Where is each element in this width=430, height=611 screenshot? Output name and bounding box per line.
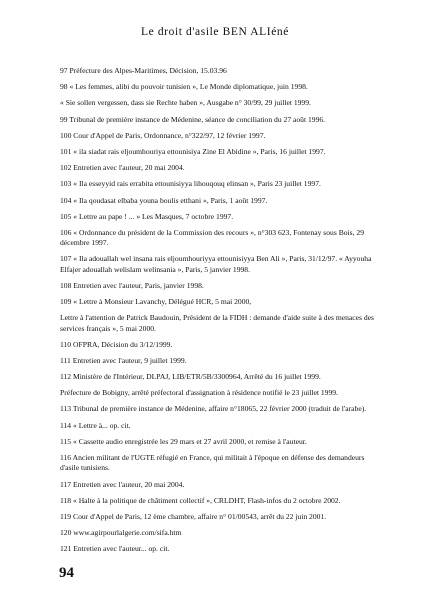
footnote: 114 « Lettre à... op. cit. <box>60 420 131 430</box>
footnote: 100 Cour d'Appel de Paris, Ordonnance, n°322/97, 12 février 1997. <box>60 130 266 140</box>
footnote: 98 « Les femmes, alibi du pouvoir tunisien », Le Monde diplomatique, juin 1998. <box>60 82 308 92</box>
footnote: 105 « Lettre au pape ! ... » Les Masques, 7 octobre 1997. <box>60 211 234 221</box>
footnote: 97 Préfecture des Alpes-Maritimes, Décision, 15.03.96 <box>60 66 227 75</box>
footnote: 106 « Ordonnance du président de la Commission des recours », n°303 623, Fontenay sous Bois, 29 décembre 1997. <box>60 227 365 248</box>
footnote: 101 « ila siadat rais eljoumhouriya ettounisiya Zine El Abidine », Paris, 16 juillet 1997. <box>60 146 326 156</box>
footnote: 103 « Ila esseyyid rais errabita ettounisiyya lihouqouq elinsan », Paris 23 juillet 1997. <box>60 179 321 189</box>
footnote: 102 Entretien avec l'auteur, 20 mai 2004. <box>60 163 185 173</box>
footnote: 117 Entretien avec l'auteur, 20 mai 2004. <box>60 479 185 489</box>
footnote: 108 Entretien avec l'auteur, Paris, janvier 1998. <box>60 280 204 290</box>
footnote: 119 Cour d'Appel de Paris, 12 ème chambre, affaire n° 01/00543, arrêt du 22 juin 2001. <box>60 511 327 521</box>
footnote: 121 Entretien avec l'auteur... op. cit. <box>60 544 170 554</box>
page-number: 94 <box>59 565 74 581</box>
footnote: 109 « Lettre à Monsieur Lavanchy, Délégué HCR, 5 mai 2000, <box>60 297 252 307</box>
running-header: Le droit d'asile BEN ALIéné <box>141 26 289 38</box>
footnote: 116 Ancien militant de l'UGTE réfugié en France, qui militait à l'époque en défense des demandeurs d'asile tunisiens. <box>60 453 365 473</box>
footnote: « Sie sollen vergessen, dass sie Rechte haben », Ausgabe n° 30/99, 29 juillet 1999. <box>60 98 311 108</box>
footnote: Lettre à l'attention de Patrick Baudouin, Président de la FIDH : demande d'aide suite à des menaces des services français », 5 mai 2000. <box>60 313 374 333</box>
footnote: 118 « Halte à la politique de châtiment collectif », CRLDHT, Flash-infos du 2 octobre 2002. <box>60 495 341 505</box>
footnote: 110 OFPRA, Décision du 3/12/1999. <box>60 339 173 349</box>
footnote: 111 Entretien avec l'auteur, 9 juillet 1999. <box>60 355 187 365</box>
footnote: 120 www.agirpourlalgerie.com/sifa.htm <box>60 528 182 538</box>
footnote: 115 « Cassette audio enregistrée les 29 mars et 27 avril 2000, et remise à l'auteur. <box>60 436 307 446</box>
footnote: 104 « Ila qoudasat elbaba youna boulis etthani », Paris, 1 août 1997. <box>60 195 268 205</box>
footnote: 113 Tribunal de première instance de Médenine, affaire n°18065, 22 février 2000 (traduit de l'arabe). <box>60 404 367 414</box>
footnote: 112 Ministère de l'Intérieur, DLPAJ, LIB/ETR/5B/3300964, Arrêté du 16 juillet 1999. <box>60 372 321 382</box>
footnote: 99 Tribunal de première instance de Médenine, séance de conciliation du 27 août 1996. <box>60 114 326 124</box>
footnotes-list <box>60 66 378 560</box>
footnote: Préfecture de Bobigny, arrêté préfectoral d'assignation à résidence notifié le 23 juillet 1999. <box>60 388 338 398</box>
footnote: 107 « Ila adouallah wel insana rais eljoumhouriyya ettounisiyya Ben Ali », Paris, 31/12/97. « Ayyouha Elfajer adouallah welislam welinsania », Paris, 5 janvier 1998. <box>60 254 372 274</box>
